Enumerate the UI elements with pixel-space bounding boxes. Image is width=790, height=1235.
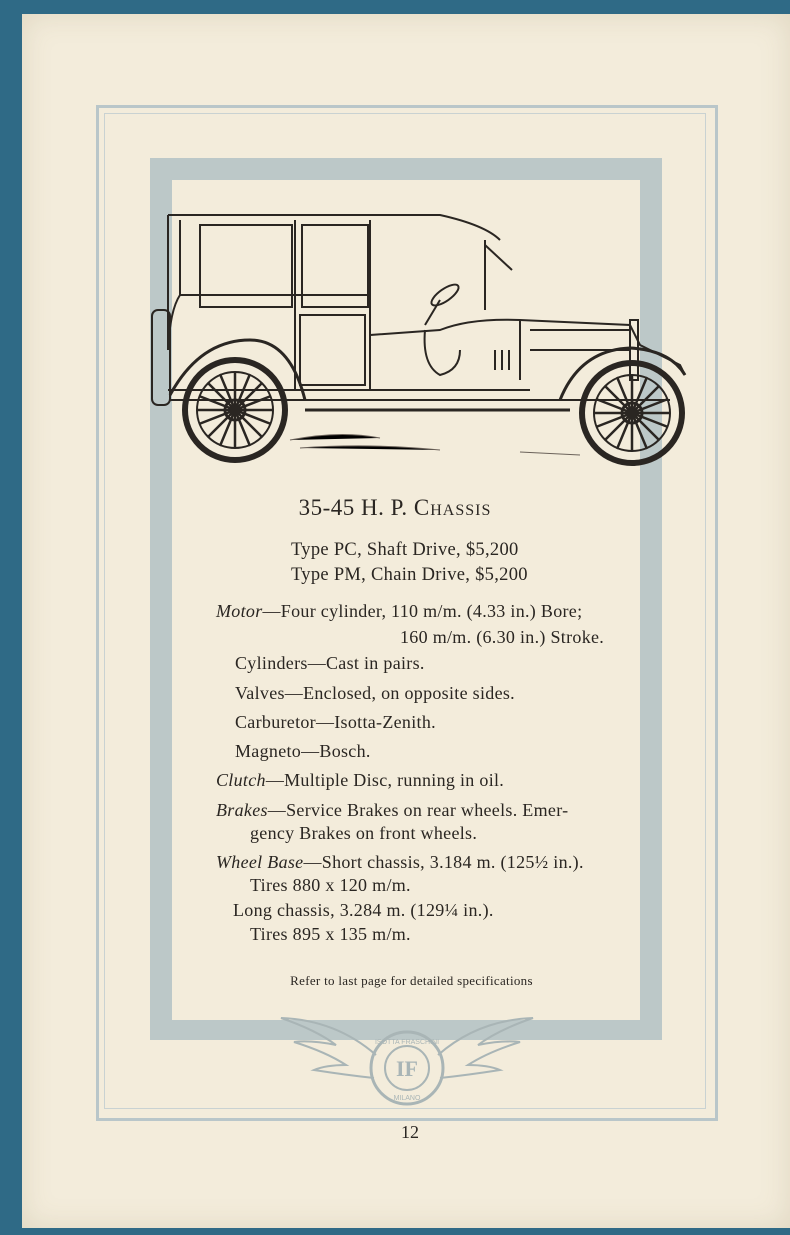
- heading-number: 35-45 H. P.: [298, 495, 408, 520]
- wheelbase-label: Wheel Base: [216, 852, 304, 872]
- logo-bottom-text: MILANO: [393, 1095, 421, 1102]
- spec-long-chassis: Long chassis, 3.284 m. (129¼ in.).: [233, 900, 494, 920]
- type-list: [291, 538, 528, 588]
- clutch-text: —Multiple Disc, running in oil.: [265, 770, 505, 790]
- motor-label: Motor: [216, 601, 263, 621]
- brakes-text: —Service Brakes on rear wheels. Emer-: [267, 800, 569, 820]
- chassis-heading: [0, 495, 790, 521]
- motor-text: —Four cylinder, 110 m/m. (4.33 in.) Bore;: [262, 601, 583, 621]
- car-illustration: [140, 200, 695, 475]
- spec-motor-line2: 160 m/m. (6.30 in.) Stroke.: [400, 627, 605, 647]
- footer-note: Refer to last page for detailed specifications: [290, 973, 533, 988]
- wheelbase-text: —Short chassis, 3.184 m. (125½ in.).: [303, 852, 584, 872]
- spec-cylinders: Cylinders—Cast in pairs.: [235, 653, 425, 673]
- spec-tires-long: Tires 895 x 135 m/m.: [250, 924, 411, 944]
- type-pc: Type PC, Shaft Drive, $5,200: [291, 540, 519, 560]
- spec-brakes-line2: gency Brakes on front wheels.: [250, 823, 478, 843]
- logo-top-text: ISOTTA FRASCHINI: [374, 1039, 440, 1046]
- logo-monogram: IF: [396, 1056, 418, 1081]
- page-number: 12: [401, 1122, 419, 1142]
- spec-brakes-line1: [216, 800, 568, 821]
- isotta-fraschini-logo: [276, 1010, 538, 1110]
- heading-word: Chassis: [413, 495, 492, 520]
- clutch-label: Clutch: [216, 770, 266, 790]
- spec-clutch: [216, 770, 504, 791]
- spec-wheelbase: [216, 852, 584, 873]
- spec-tires-short: Tires 880 x 120 m/m.: [250, 875, 411, 895]
- spec-motor-line1: [216, 601, 582, 622]
- type-pm: Type PM, Chain Drive, $5,200: [291, 565, 528, 585]
- spec-magneto: Magneto—Bosch.: [235, 741, 371, 761]
- spec-valves: Valves—Enclosed, on opposite sides.: [235, 683, 515, 703]
- brakes-label: Brakes: [216, 800, 268, 820]
- spec-carburetor: Carburetor—Isotta-Zenith.: [235, 712, 436, 732]
